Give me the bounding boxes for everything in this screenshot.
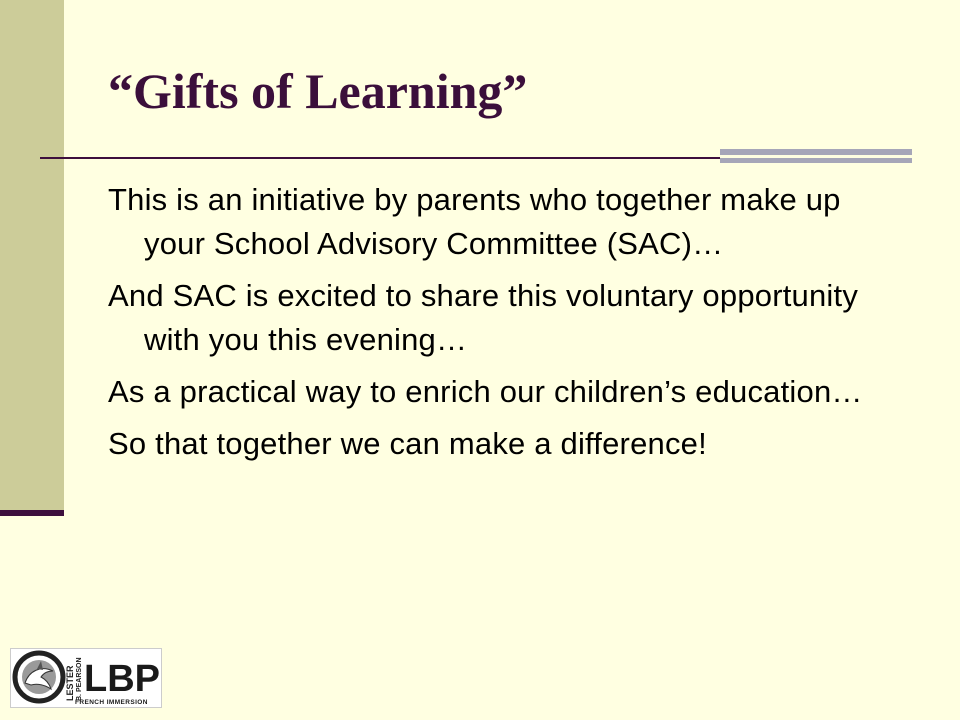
left-bar-accent-line xyxy=(0,510,64,516)
left-decorative-bar xyxy=(0,0,64,510)
bullet-item: This is an initiative by parents who together make up your School Advisory Committee (SAC)… xyxy=(108,182,841,261)
title-divider-accent-gap xyxy=(720,155,912,158)
logo-vertical-text-1: LESTER xyxy=(65,665,75,701)
dolphin-icon xyxy=(15,653,63,701)
school-logo xyxy=(10,648,162,708)
slide-title: “Gifts of Learning” xyxy=(108,63,528,119)
logo-vertical-text xyxy=(65,657,83,701)
bullet-list xyxy=(108,178,908,474)
bullet-item: As a practical way to enrich our children’s education… xyxy=(108,374,863,409)
logo-subtitle: FRENCH IMMERSION xyxy=(75,699,148,706)
logo-initials: LBP xyxy=(84,658,160,700)
bullet-item: And SAC is excited to share this voluntary opportunity with you this evening… xyxy=(108,278,859,357)
bullet-item: So that together we can make a difference! xyxy=(108,426,707,461)
logo-vertical-text-2: B. PEARSON xyxy=(76,657,83,701)
